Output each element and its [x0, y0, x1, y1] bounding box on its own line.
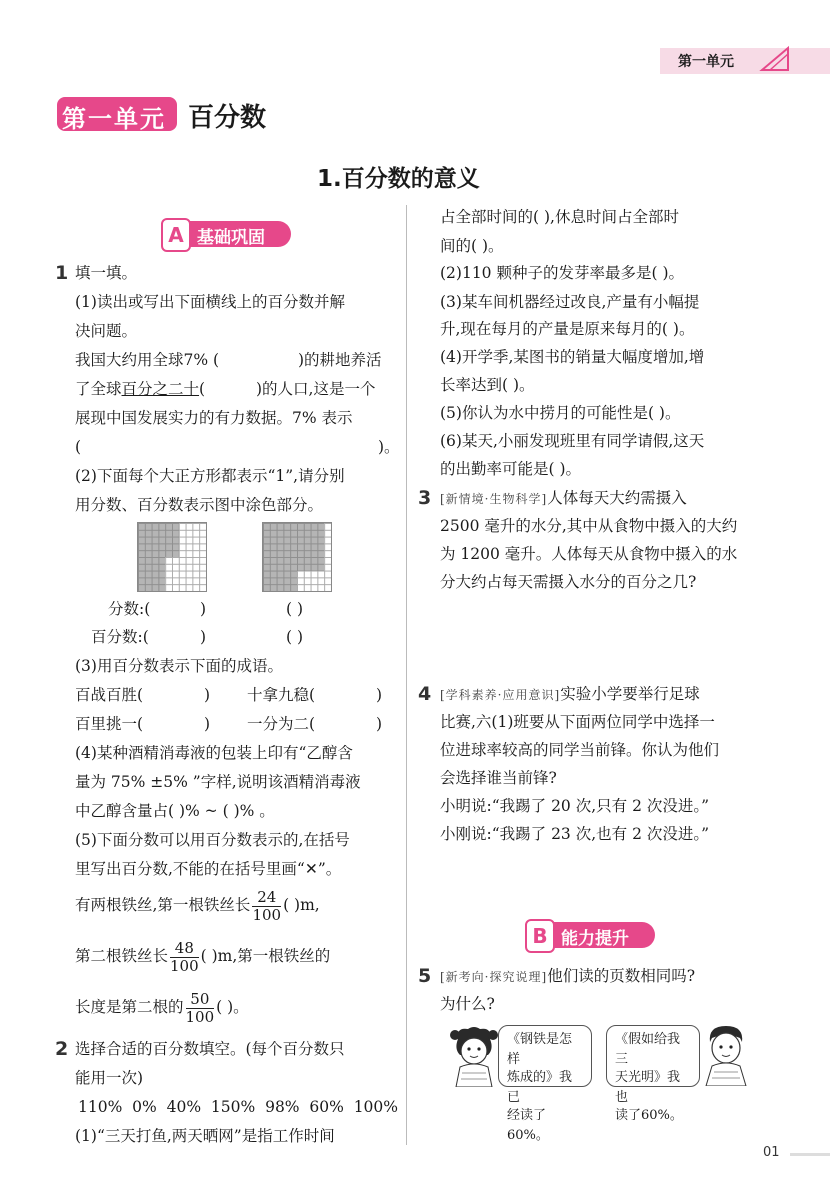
- boy-illustration: [700, 1022, 752, 1086]
- q2-line3: (1)“三天打鱼,两天晒网”是指工作时间: [75, 1127, 335, 1145]
- q2-options: 110% 0% 40% 150% 98% 60% 100%: [78, 1098, 399, 1116]
- q1-p5-line5: [75, 988, 249, 1026]
- q2-line1: 选择合适的百分数填空。(每个百分数只: [75, 1040, 345, 1058]
- q1-p1-line3a: 我国大约用全球7% (: [75, 351, 220, 369]
- q1-underlined-percent: 百分之二十: [121, 380, 200, 398]
- q1-p5-line3b: ( )m,: [283, 896, 320, 914]
- q3-number: 3: [418, 487, 432, 509]
- idiom-4: 一分为二(: [247, 715, 316, 733]
- q1-p5-line2: 里写出百分数,不能的在括号里画“✕”。: [75, 860, 342, 878]
- q2-number: 2: [55, 1038, 69, 1060]
- q2-right-line6: (4)开学季,某图书的销量大幅度增加,增: [440, 348, 705, 366]
- q5-line1: [440, 962, 695, 992]
- q1-p1-line6b: )。: [378, 438, 400, 456]
- fraction-50-100: [186, 991, 215, 1026]
- q1-p2-line1: (2)下面每个大正方形都表示“1”,请分别: [75, 467, 345, 485]
- bubble2-line3: 读了60%。: [615, 1108, 683, 1123]
- q4-tag: [学科素养·应用意识]: [440, 688, 561, 702]
- q2-right-line10: 的出勤率可能是( )。: [440, 460, 582, 478]
- frac1-numerator: 24: [252, 889, 281, 907]
- fraction-label: 分数:(: [108, 600, 151, 618]
- q4-line4: 会选择谁当前锋?: [440, 769, 557, 787]
- q1-p5-line1: (5)下面分数可以用百分数表示的,在括号: [75, 831, 350, 849]
- idiom-3: 百里挑一(: [75, 715, 144, 733]
- q5-number: 5: [418, 965, 432, 987]
- q2-right-line5: 升,现在每月的产量是原来每月的( )。: [440, 320, 695, 338]
- q1-p5-line5a: 长度是第二根的: [75, 998, 184, 1016]
- q2-right-line9: (6)某天,小丽发现班里有同学请假,这天: [440, 432, 705, 450]
- q4-line1: [440, 680, 700, 710]
- percent-close-1: ): [200, 628, 207, 646]
- ruler-decoration-icon: [758, 44, 794, 74]
- section-a-letter: A: [161, 218, 191, 252]
- boy-speech-bubble: [606, 1025, 700, 1123]
- frac1-denominator: 100: [252, 905, 282, 924]
- q3-line2: 2500 毫升的水分,其中从食物中摄入的大约: [440, 517, 738, 535]
- q4-line3: 位进球率较高的同学当前锋。你认为他们: [440, 741, 720, 759]
- percent-label: 百分数:(: [91, 628, 149, 646]
- grid-shaded-2b: [297, 523, 324, 571]
- q3-tag: [新情境·生物科学]: [440, 492, 548, 506]
- fraction-48-100: [170, 940, 199, 975]
- q5-tag: [新考向·探究说理]: [440, 970, 548, 984]
- q2-right-line8: (5)你认为水中捞月的可能性是( )。: [440, 404, 681, 422]
- q1-p1-line2: 决问题。: [75, 322, 138, 340]
- q4-line6: 小刚说:“我踢了 23 次,也有 2 次没进。”: [440, 825, 710, 843]
- q1-p4-line3: 中乙醇含量占( )% ~ ( )% 。: [75, 802, 275, 820]
- grid-square-2: [262, 522, 332, 592]
- q3-line1: [440, 484, 687, 514]
- q1-p1-line5: 展现中国发展实力的有力数据。7% 表示: [75, 409, 353, 427]
- idiom-4-close: ): [376, 715, 383, 733]
- frac3-numerator: 50: [186, 991, 215, 1009]
- girl-speech-bubble: [498, 1025, 592, 1143]
- idiom-2: 十拿九稳(: [247, 686, 316, 704]
- bubble1-line3: 经读了60%。: [507, 1108, 549, 1143]
- section-b-letter: B: [525, 919, 555, 953]
- unit-badge-text: 第一单元: [62, 105, 166, 133]
- unit-title: 百分数: [188, 103, 267, 133]
- q2-right-line2: 间的( )。: [440, 237, 504, 255]
- q1-p1-line6a: (: [75, 438, 82, 456]
- unit-tab-label: 第一单元: [678, 54, 734, 70]
- q3-line3: 为 1200 毫升。人体每天从食物中摄入的水: [440, 545, 738, 563]
- q4-line1-text: 实验小学要举行足球: [560, 685, 700, 703]
- q1-p4-line1: (4)某种酒精消毒液的包装上印有“乙醇含: [75, 744, 353, 762]
- fraction-24-100: [252, 889, 281, 924]
- section-b-label: 能力提升: [561, 929, 629, 949]
- bubble2-line1: 《假如给我三: [615, 1032, 681, 1067]
- column-divider: [406, 205, 407, 1145]
- idiom-2-close: ): [376, 686, 383, 704]
- q1-p1-line4b: (: [199, 380, 206, 398]
- idiom-1-close: ): [204, 686, 211, 704]
- q4-line2: 比赛,六(1)班要从下面两位同学中选择一: [440, 713, 715, 731]
- q1-p5-line4: [75, 937, 330, 975]
- idiom-1: 百战百胜(: [75, 686, 144, 704]
- q1-p1-line3b: )的耕地养活: [298, 351, 382, 369]
- q1-number: 1: [55, 262, 69, 284]
- grid-square-1: [137, 522, 207, 592]
- q2-right-line7: 长率达到( )。: [440, 376, 535, 394]
- girl-illustration: [448, 1025, 500, 1087]
- q1-p5-line3a: 有两根铁丝,第一根铁丝长: [75, 896, 251, 914]
- q1-p3: (3)用百分数表示下面的成语。: [75, 657, 283, 675]
- q1-p5-line4a: 第二根铁丝长: [75, 947, 169, 965]
- q1-p5-line5b: ( )。: [216, 998, 249, 1016]
- footer-line: [790, 1153, 830, 1156]
- fraction-close-1: ): [200, 600, 207, 618]
- frac3-denominator: 100: [185, 1007, 215, 1026]
- q3-line4: 分大约占每天需摄入水分的百分之几?: [440, 573, 697, 591]
- section-a-header: [163, 221, 291, 247]
- page-number: 01: [763, 1145, 780, 1160]
- q1-p1-line4: [75, 375, 205, 404]
- section-a-label: 基础巩固: [197, 228, 265, 248]
- q4-line5: 小明说:“我踢了 20 次,只有 2 次没进。”: [440, 797, 710, 815]
- q2-right-line1: 占全部时间的( ),休息时间占全部时: [440, 208, 679, 226]
- grid-shaded-1b: [165, 523, 179, 557]
- grid-shaded-1a: [138, 523, 165, 591]
- idiom-3-close: ): [204, 715, 211, 733]
- fraction-answer-2: ( ): [286, 600, 304, 618]
- percent-answer-2: ( ): [286, 628, 304, 646]
- grid-shaded-2a: [263, 523, 297, 591]
- q1-p5-line3: [75, 886, 320, 924]
- q1-p2-line2: 用分数、百分数表示图中涂色部分。: [75, 496, 324, 514]
- q1-p5-line4b: ( )m,第一根铁丝的: [200, 947, 331, 965]
- bubble2-line2: 天光明》我也: [615, 1070, 681, 1105]
- q2-right-line4: (3)某车间机器经过改良,产量有小幅提: [440, 293, 700, 311]
- q4-number: 4: [418, 683, 432, 705]
- q1-p1-line4a: 了全球: [75, 380, 122, 398]
- bubble1-line1: 《钢铁是怎样: [507, 1032, 573, 1067]
- frac2-denominator: 100: [170, 956, 199, 975]
- q1-p1-line1: (1)读出或写出下面横线上的百分数并解: [75, 293, 345, 311]
- q1-intro: 填一填。: [75, 264, 138, 282]
- q3-line1-text: 人体每天大约需摄入: [547, 489, 687, 507]
- q1-p4-line2: 量为 75% ±5% ”字样,说明该酒精消毒液: [75, 773, 361, 791]
- q2-line2: 能用一次): [75, 1069, 144, 1087]
- q2-right-line3: (2)110 颗种子的发芽率最多是( )。: [440, 264, 684, 282]
- q5-line2: 为什么?: [440, 995, 495, 1013]
- bubble1-line2: 炼成的》我已: [507, 1070, 573, 1105]
- frac2-numerator: 48: [170, 940, 199, 958]
- section-b-header: [527, 922, 655, 948]
- lesson-title: 1.百分数的意义: [317, 166, 480, 192]
- q5-line1-text: 他们读的页数相同吗?: [547, 967, 695, 985]
- q1-p1-line4c: )的人口,这是一个: [256, 380, 376, 398]
